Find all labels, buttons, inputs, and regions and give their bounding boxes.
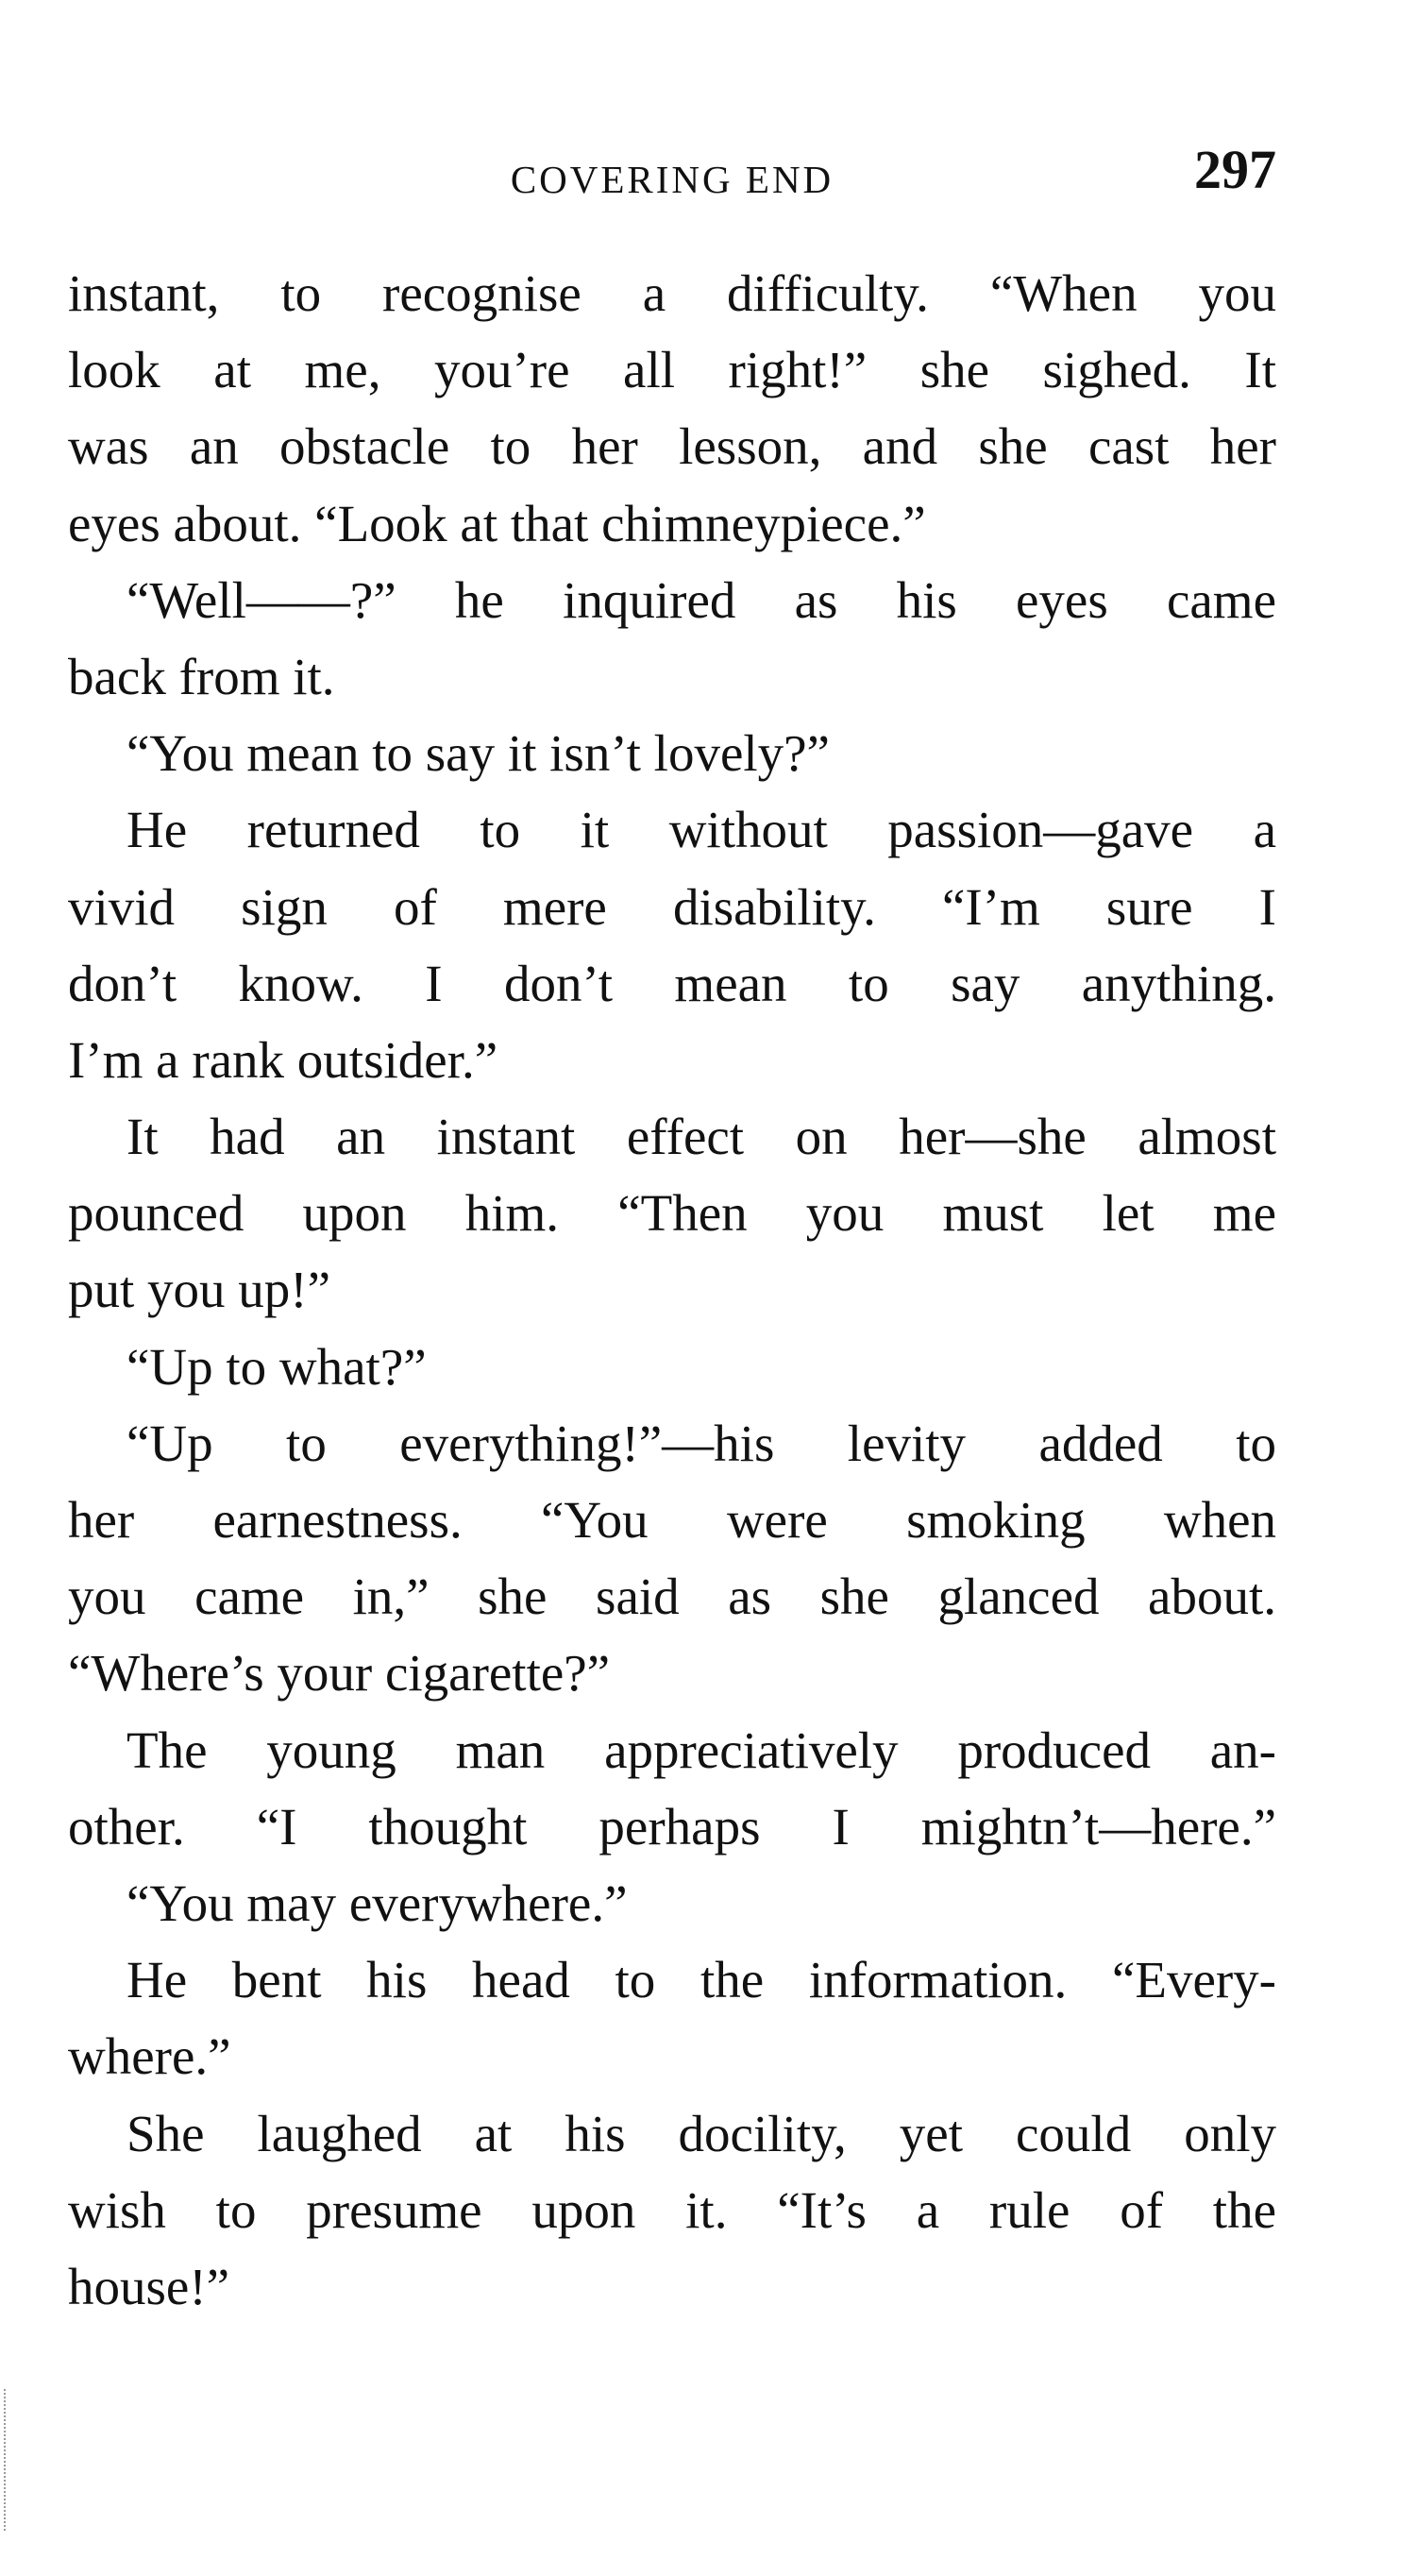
text-line: don’t know. I don’t mean to say anything. bbox=[68, 954, 1276, 1012]
text-line: It had an instant effect on her—she almost bbox=[126, 1108, 1276, 1166]
text-line: house!” bbox=[68, 2257, 230, 2315]
text-line: “You mean to say it isn’t lovely?” bbox=[126, 724, 830, 783]
text-line: “You may everywhere.” bbox=[126, 1873, 628, 1932]
text-line: was an obstacle to her lesson, and she cast her bbox=[68, 417, 1276, 476]
text-line: put you up!” bbox=[68, 1261, 331, 1319]
page-number: 297 bbox=[1194, 139, 1276, 200]
text-line: other. “I thought perhaps I mightn’t—here.” bbox=[68, 1797, 1276, 1856]
text-line: her earnestness. “You were smoking when bbox=[68, 1491, 1276, 1549]
text-line: where.” bbox=[68, 2027, 231, 2086]
text-line: He bent his head to the information. “Every- bbox=[126, 1951, 1276, 2009]
text-line: I’m a rank outsider.” bbox=[68, 1030, 498, 1089]
text-line: look at me, you’re all right!” she sighed. It bbox=[68, 341, 1276, 399]
text-line: She laughed at his docility, yet could only bbox=[126, 2104, 1276, 2162]
text-line: pounced upon him. “Then you must let me bbox=[68, 1184, 1276, 1243]
text-line: “Up to what?” bbox=[126, 1337, 427, 1396]
text-line: “Well——?” he inquired as his eyes came bbox=[126, 570, 1276, 629]
text-line: instant, to recognise a difficulty. “When you bbox=[68, 264, 1276, 322]
text-line: “Where’s your cigarette?” bbox=[68, 1644, 611, 1703]
book-page bbox=[68, 0, 1276, 2576]
text-line: you came in,” she said as she glanced about. bbox=[68, 1568, 1276, 1626]
text-line: vivid sign of mere disability. “I’m sure I bbox=[68, 877, 1276, 936]
running-head bbox=[68, 139, 1276, 208]
text-line: “Up to everything!”—his levity added to bbox=[126, 1414, 1276, 1472]
running-title: COVERING END bbox=[510, 158, 834, 201]
page-edge-marks bbox=[4, 2389, 9, 2531]
text-line: wish to presume upon it. “It’s a rule of the bbox=[68, 2180, 1276, 2239]
body-text bbox=[68, 255, 1276, 2325]
text-line: back from it. bbox=[68, 647, 335, 705]
text-line: He returned to it without passion—gave a bbox=[126, 801, 1276, 859]
text-line: eyes about. “Look at that chimneypiece.” bbox=[68, 494, 926, 552]
text-line: The young man appreciatively produced an- bbox=[126, 1720, 1276, 1779]
